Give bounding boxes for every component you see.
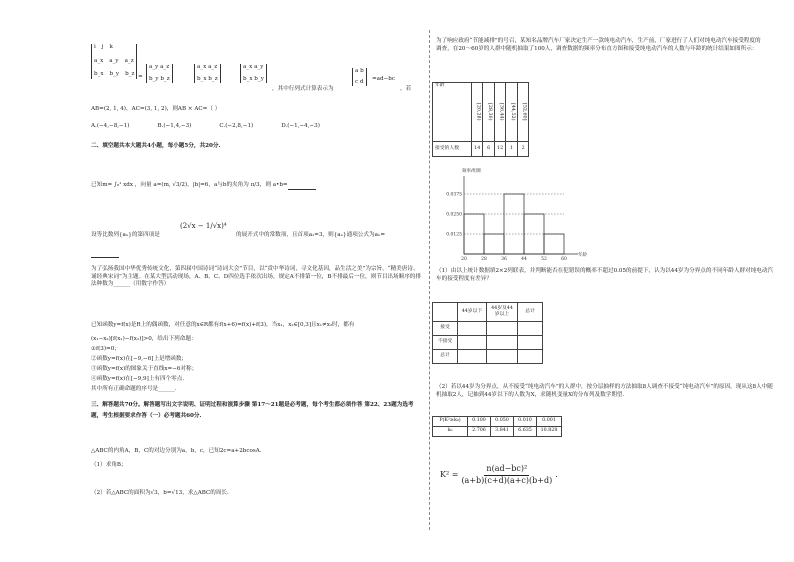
question-17-part-1: （1）求角B； bbox=[91, 462, 127, 468]
table-header-cell: P(K²≥k₀) bbox=[433, 417, 468, 427]
question-13-text: 已知m= ∫₀¹ xdx ，向量 a=(m, √3/2)，|b|=6，a与b的夹角为 π/3，则 a•b= bbox=[91, 182, 288, 188]
question-16-item: ③函数y=f(x)的图象关于直线x=−6对称； bbox=[91, 366, 198, 372]
table-cell bbox=[458, 336, 487, 350]
histogram-bar bbox=[544, 234, 564, 254]
table-row-label: 总计 bbox=[433, 350, 458, 364]
question-16-condition: (x₁−x₂)[f(x₁)−f(x₂)]>0，给出下列命题： bbox=[91, 336, 197, 342]
question-13 bbox=[91, 182, 421, 190]
table-header-cell: k₀ bbox=[433, 427, 468, 437]
det-row: a_x a_z bbox=[197, 64, 218, 70]
question-16-item: ①f(3)=0； bbox=[91, 346, 120, 352]
histogram-bar bbox=[504, 194, 524, 254]
x-tick-label: 44 bbox=[521, 257, 527, 262]
x-tick-label: 60 bbox=[561, 257, 567, 262]
formula-lhs: K² = bbox=[440, 469, 459, 479]
question-vectors: AB=(2, 1, 4)，AC=(3, 1, 2)，则AB × AC=（ ） bbox=[91, 106, 221, 112]
table-cell: 0.001 bbox=[537, 417, 562, 427]
det-cell: a_z bbox=[124, 57, 134, 64]
table-header-cell: 44岁及44岁以上 bbox=[487, 303, 518, 322]
chi-square-formula bbox=[440, 464, 558, 487]
section-2-heading: 二、填空题共本大题共4小题，每小题5分，共20分. bbox=[91, 143, 221, 149]
x-axis-label: 年龄 bbox=[578, 253, 587, 258]
formula-numerator: n(ad−bc)² bbox=[484, 464, 529, 476]
question-18-part-2: （2）若以44岁为分界点，从不接受“纯电动汽车”的人群中，按分层抽样的方法抽取8人调查不接受“纯电动汽车”的原因，现从这8人中随机抽取2人，记抽到44岁以下的人数为X，求随机变量X的分布列及数学期望. bbox=[436, 384, 773, 398]
table-header-cell: 总计 bbox=[518, 303, 543, 322]
table-cell bbox=[487, 336, 518, 350]
table-cell: 0.100 bbox=[468, 417, 491, 427]
option-b: B.(−1,4,−3) bbox=[157, 123, 192, 129]
table-row bbox=[433, 417, 562, 427]
det-cell: i bbox=[94, 44, 96, 50]
x-tick-label: 52 bbox=[541, 257, 547, 262]
determinant-3x3 bbox=[91, 44, 137, 79]
table-row bbox=[433, 322, 543, 336]
table-cell bbox=[487, 350, 518, 364]
table-cell: 6 bbox=[483, 142, 494, 157]
x-tick-label: 20 bbox=[461, 257, 467, 262]
question-14-part-c: 的展开式中的常数项，且首项a₁=3，则{aₙ}通项公式为aₙ= bbox=[236, 232, 386, 238]
histogram-bar bbox=[484, 234, 504, 254]
determinant-2x2-b bbox=[194, 64, 221, 83]
table-cell bbox=[518, 350, 543, 364]
table-cell bbox=[518, 336, 543, 350]
formula-tail: . bbox=[555, 469, 558, 479]
question-14-expression: (2√x − 1/√x)⁴ bbox=[180, 222, 227, 230]
table-header-cell: 44岁以下 bbox=[458, 303, 487, 322]
table-cell: [20,28) bbox=[472, 83, 483, 142]
det-cell: k bbox=[109, 44, 113, 50]
question-17: △ABC的内角A，B，C的对边分别为a，b，c，已知2c=a+2bcosA. bbox=[91, 448, 262, 454]
frequency-histogram bbox=[432, 169, 587, 266]
question-16-intro: 已知函数y=f(x)是R上的偶函数，对任意的x∈R都有f(x+6)=f(x)+f(3)，当x₁，x₂∈[0,3]且x₁≠x₂时，都有 bbox=[91, 322, 355, 328]
table-cell: [28,36) bbox=[483, 83, 494, 142]
critical-value-table bbox=[432, 416, 562, 437]
option-d: D.(−1,−4,−3) bbox=[281, 123, 320, 129]
question-15: 为了弘扬我国中华优秀传统文化，第四届中国诗词“诗词大会”节目，以“赏中华诗词，寻文化基因，品生活之美”为宗旨，“精美唐诗、诵经典宋词”为主题。在某大型活动现场，A、B、C、D四位选手依次出场，规定A不排第一位，B不排最后一位，则节目出场顺序的排法种数为______（用数字作答） bbox=[91, 266, 421, 288]
rule-tail: ，若 bbox=[400, 86, 412, 92]
option-a: A.(−4,−8,−1) bbox=[91, 123, 130, 129]
question-16-item: ②函数y=f(x)在[−9,−6]上是增函数； bbox=[91, 356, 188, 362]
question-18-part-1: （1）由以上统计数据填2×2列联表，并判断能否在犯错误的概率不超过0.05的前提下，认为以44岁为分界点的不同年龄人群对纯电动汽车的接受程度有差异？ bbox=[436, 268, 774, 282]
table-cell: 10.828 bbox=[537, 427, 562, 437]
column-divider bbox=[429, 30, 430, 530]
det-row: b_x b_y bbox=[243, 75, 264, 82]
table-cell bbox=[487, 322, 518, 336]
table-cell bbox=[458, 350, 487, 364]
table-cell: 2.706 bbox=[468, 427, 491, 437]
det-row: c d bbox=[355, 78, 364, 85]
det-cell: j bbox=[101, 44, 104, 50]
formula-denominator: (a+b)(c+d)(a+c)(b+d) bbox=[461, 475, 553, 485]
rule-equation: =ad−bc bbox=[372, 76, 396, 82]
table-cell: 0.050 bbox=[491, 417, 514, 427]
table-cell: [36,44) bbox=[494, 83, 505, 142]
section-3-heading: 三、解答题共70分。解答题写出文字说明、证明过程和演算步骤 第17～21题是必考题，每个考生都必须作答 第22、23题为选考题，考生根据要求作答（一）必考题共60分. bbox=[91, 402, 414, 419]
table-cell: 2 bbox=[517, 142, 528, 157]
y-tick-label: 0.0375 bbox=[446, 192, 462, 198]
table-header-cell bbox=[433, 303, 458, 322]
table-cell: [52,60] bbox=[517, 83, 528, 142]
det-row: a_y a_z bbox=[149, 64, 170, 70]
age-acceptance-table bbox=[432, 82, 529, 157]
option-c: C.(−2,8,−1) bbox=[219, 123, 254, 129]
table-row-label: 接受 bbox=[433, 322, 458, 336]
rule-text: ，其中行列式计算表示为 bbox=[272, 86, 334, 92]
y-axis-label: 频率/组距 bbox=[462, 169, 482, 174]
det-cell: a_x bbox=[94, 57, 104, 64]
table-cell bbox=[518, 322, 543, 336]
table-cell: 12 bbox=[494, 142, 505, 157]
x-tick-label: 36 bbox=[501, 257, 507, 262]
y-tick-label: 0.0125 bbox=[446, 232, 462, 238]
question-16-tail: 其中所有正确命题的序号是______. bbox=[91, 386, 177, 392]
determinant-2x2-a bbox=[146, 64, 173, 83]
formula-fraction bbox=[461, 464, 552, 487]
table-row bbox=[433, 142, 529, 157]
table-cell bbox=[458, 322, 487, 336]
table-cell: 3.841 bbox=[491, 427, 514, 437]
answer-blank bbox=[91, 251, 119, 258]
table-cell: 14 bbox=[472, 142, 483, 157]
det-cell: b_z bbox=[125, 71, 135, 78]
table-row bbox=[433, 303, 543, 322]
det-cell: a_y bbox=[109, 57, 119, 64]
equals-sign: = bbox=[138, 74, 143, 80]
det-cell: b_x bbox=[94, 71, 104, 78]
question-18-intro: 为了响应政府“节能减排”的号召，某知名品牌汽车厂家决定生产一款纯电动汽车，生产前，厂家进行了人们对纯电动汽车接受程度的调查，在20～60岁的人群中随机抽取了100人，调查数据的频率分布直方图和接受纯电动汽车的人数与年龄的统计结果如图所示： bbox=[436, 38, 761, 52]
contingency-table bbox=[432, 302, 543, 364]
table-row bbox=[433, 350, 543, 364]
table-row bbox=[433, 336, 543, 350]
question-17-part-2: （2）若△ABC的面积为√3，b=√13，求△ABC的周长. bbox=[91, 490, 229, 496]
table-cell: 0.010 bbox=[514, 417, 537, 427]
table-cell: [44,52) bbox=[506, 83, 517, 142]
table-cell: 1 bbox=[506, 142, 517, 157]
x-tick-label: 28 bbox=[481, 257, 487, 262]
question-16-item: ④函数y=f(x)在[−9,9]上有四个零点. bbox=[91, 376, 185, 382]
det-cell: b_y bbox=[109, 71, 120, 78]
table-header-cell: 接受的人数 bbox=[433, 142, 472, 157]
det-row: b_x b_z bbox=[197, 75, 218, 82]
table-row bbox=[433, 83, 529, 142]
question-14-part-a: 设等比数列{aₙ}的第四项是 bbox=[91, 232, 160, 238]
det-row: b_y b_z bbox=[149, 75, 170, 82]
table-row bbox=[433, 427, 562, 437]
table-header-cell: 年龄 bbox=[433, 83, 472, 142]
rule-determinant bbox=[352, 68, 367, 86]
det-row: a b bbox=[355, 68, 364, 74]
det-row: a_x a_y bbox=[243, 64, 264, 70]
answer-blank bbox=[288, 183, 316, 190]
table-row-label: 不接受 bbox=[433, 336, 458, 350]
determinant-2x2-c bbox=[240, 64, 267, 83]
table-cell: 6.635 bbox=[514, 427, 537, 437]
y-tick-label: 0.0250 bbox=[446, 212, 462, 218]
options-row bbox=[91, 123, 320, 131]
